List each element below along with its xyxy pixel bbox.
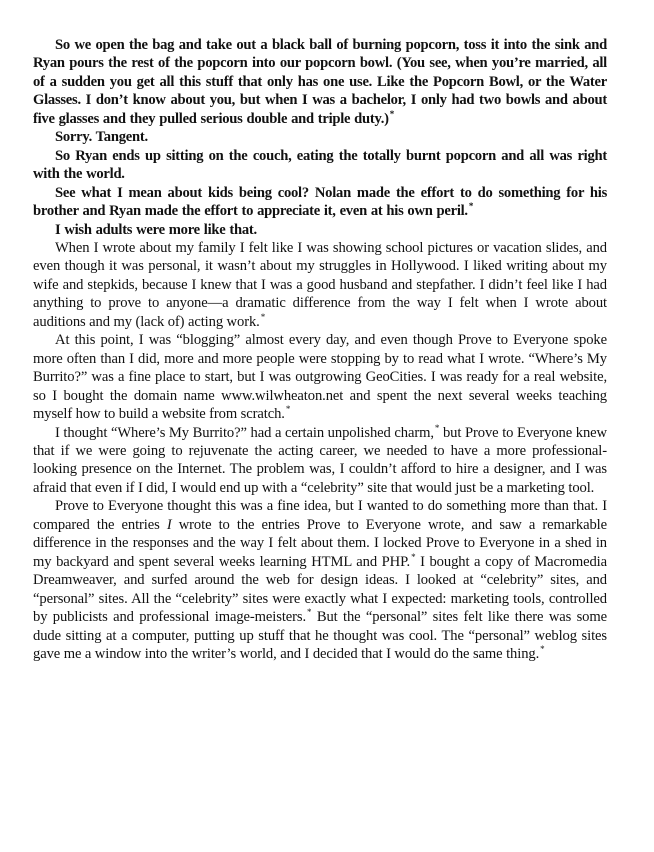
paragraph-text: So we open the bag and take out a black ball of burning popcorn, toss it into the sink and Ryan pours the rest of the popcorn into our popcorn bowl. (You see, when you’re married, all of a sudden you get all this stuff that only has one use. Like the Popcorn Bowl, or the Water Glasses. I don’t know about you, but when I was a bachelor, I only had two bowls and about five glasses and they pulled serious double and triple duty.): [33, 37, 607, 127]
footnote-marker[interactable]: *: [411, 551, 416, 562]
paragraph: [33, 36, 607, 128]
paragraph: [33, 331, 607, 423]
paragraph-text: but Prove to Everyone knew that if we were going to rejuvenate the acting career, we needed to have a more professional-looking presence on the Internet. The problem was, I couldn’t afford to hire a designer, and I was afraid that even if I did, I would end up with a “celebrity” site that would just be a marketing tool.: [33, 424, 607, 496]
paragraph-text: wrote to the entries Prove to Everyone wrote, and saw a remarkable difference in the responses and the way I felt about them. I locked Prove to Everyone in a shed in my backyard and spent several weeks learning HTML and PHP.: [33, 516, 607, 570]
footnote-marker[interactable]: *: [285, 404, 291, 415]
emphasis-text: I: [166, 516, 172, 533]
paragraph: [33, 128, 607, 146]
paragraph-text: When I wrote about my family I felt like I was showing school pictures or vacation slides, and even though it was personal, it wasn’t about my struggles in Hollywood. I liked writing about my wife and stepkids, because I knew that I was a good husband and stepfather. I didn’t feel like I had anything to prove to anyone—a dramatic difference from the way I felt when I wrote about auditions and my (lack of) acting work.: [33, 239, 607, 330]
paragraph-text: Sorry. Tangent.: [55, 129, 148, 146]
footnote-marker[interactable]: *: [260, 311, 266, 322]
paragraph-text: But the “personal” sites felt like there was some dude sitting at a computer, putting up stuff that he thought was cool. The “personal” weblog sites gave me a window into the writer’s world, and I decided that I would do the same thing.: [33, 609, 607, 662]
paragraph: [33, 239, 607, 331]
paragraph-text: I wish adults were more like that.: [55, 221, 257, 238]
paragraph: [33, 497, 607, 663]
paragraph-text: I bought a copy of Macromedia Dreamweaver, and surfed around the web for design ideas. I looked at “celebrity” sites, and “personal” sites. All the “celebrity” sites were exactly what I expected: marketing tools, controlled by publicists and professional image-meisters.: [33, 553, 607, 626]
paragraph-text: See what I mean about kids being cool? Nolan made the effort to do something for his brother and Ryan made the effort to appreciate it, even at his own peril.: [33, 184, 607, 220]
paragraph-text: Prove to Everyone thought this was a fine idea, but I wanted to do something more than that. I compared the entries: [33, 498, 607, 533]
paragraph: [33, 147, 607, 184]
paragraph: [33, 184, 607, 221]
footnote-marker[interactable]: *: [389, 108, 395, 119]
footnote-marker[interactable]: *: [307, 607, 312, 618]
footnote-marker[interactable]: *: [540, 643, 545, 654]
footnote-marker[interactable]: *: [434, 422, 440, 433]
paragraph-text: I thought “Where’s My Burrito?” had a certain unpolished charm,: [55, 424, 434, 441]
paragraph-text: So Ryan ends up sitting on the couch, eating the totally burnt popcorn and all was right with the world.: [33, 147, 607, 183]
paragraph-text: At this point, I was “blogging” almost every day, and even though Prove to Everyone spoke more often than I did, more and more people were stopping by to read what I wrote. “Where’s My Burrito?” was a fine place to start, but I was outgrowing GeoCities. I was ready for a real website, so I bought the domain name www.wilwheaton.net and spent the next several weeks teaching myself how to build a website from scratch.: [33, 332, 607, 423]
footnote-marker[interactable]: *: [468, 201, 474, 212]
paragraph: [33, 221, 607, 239]
page-body: [33, 36, 607, 663]
paragraph: [33, 424, 607, 498]
